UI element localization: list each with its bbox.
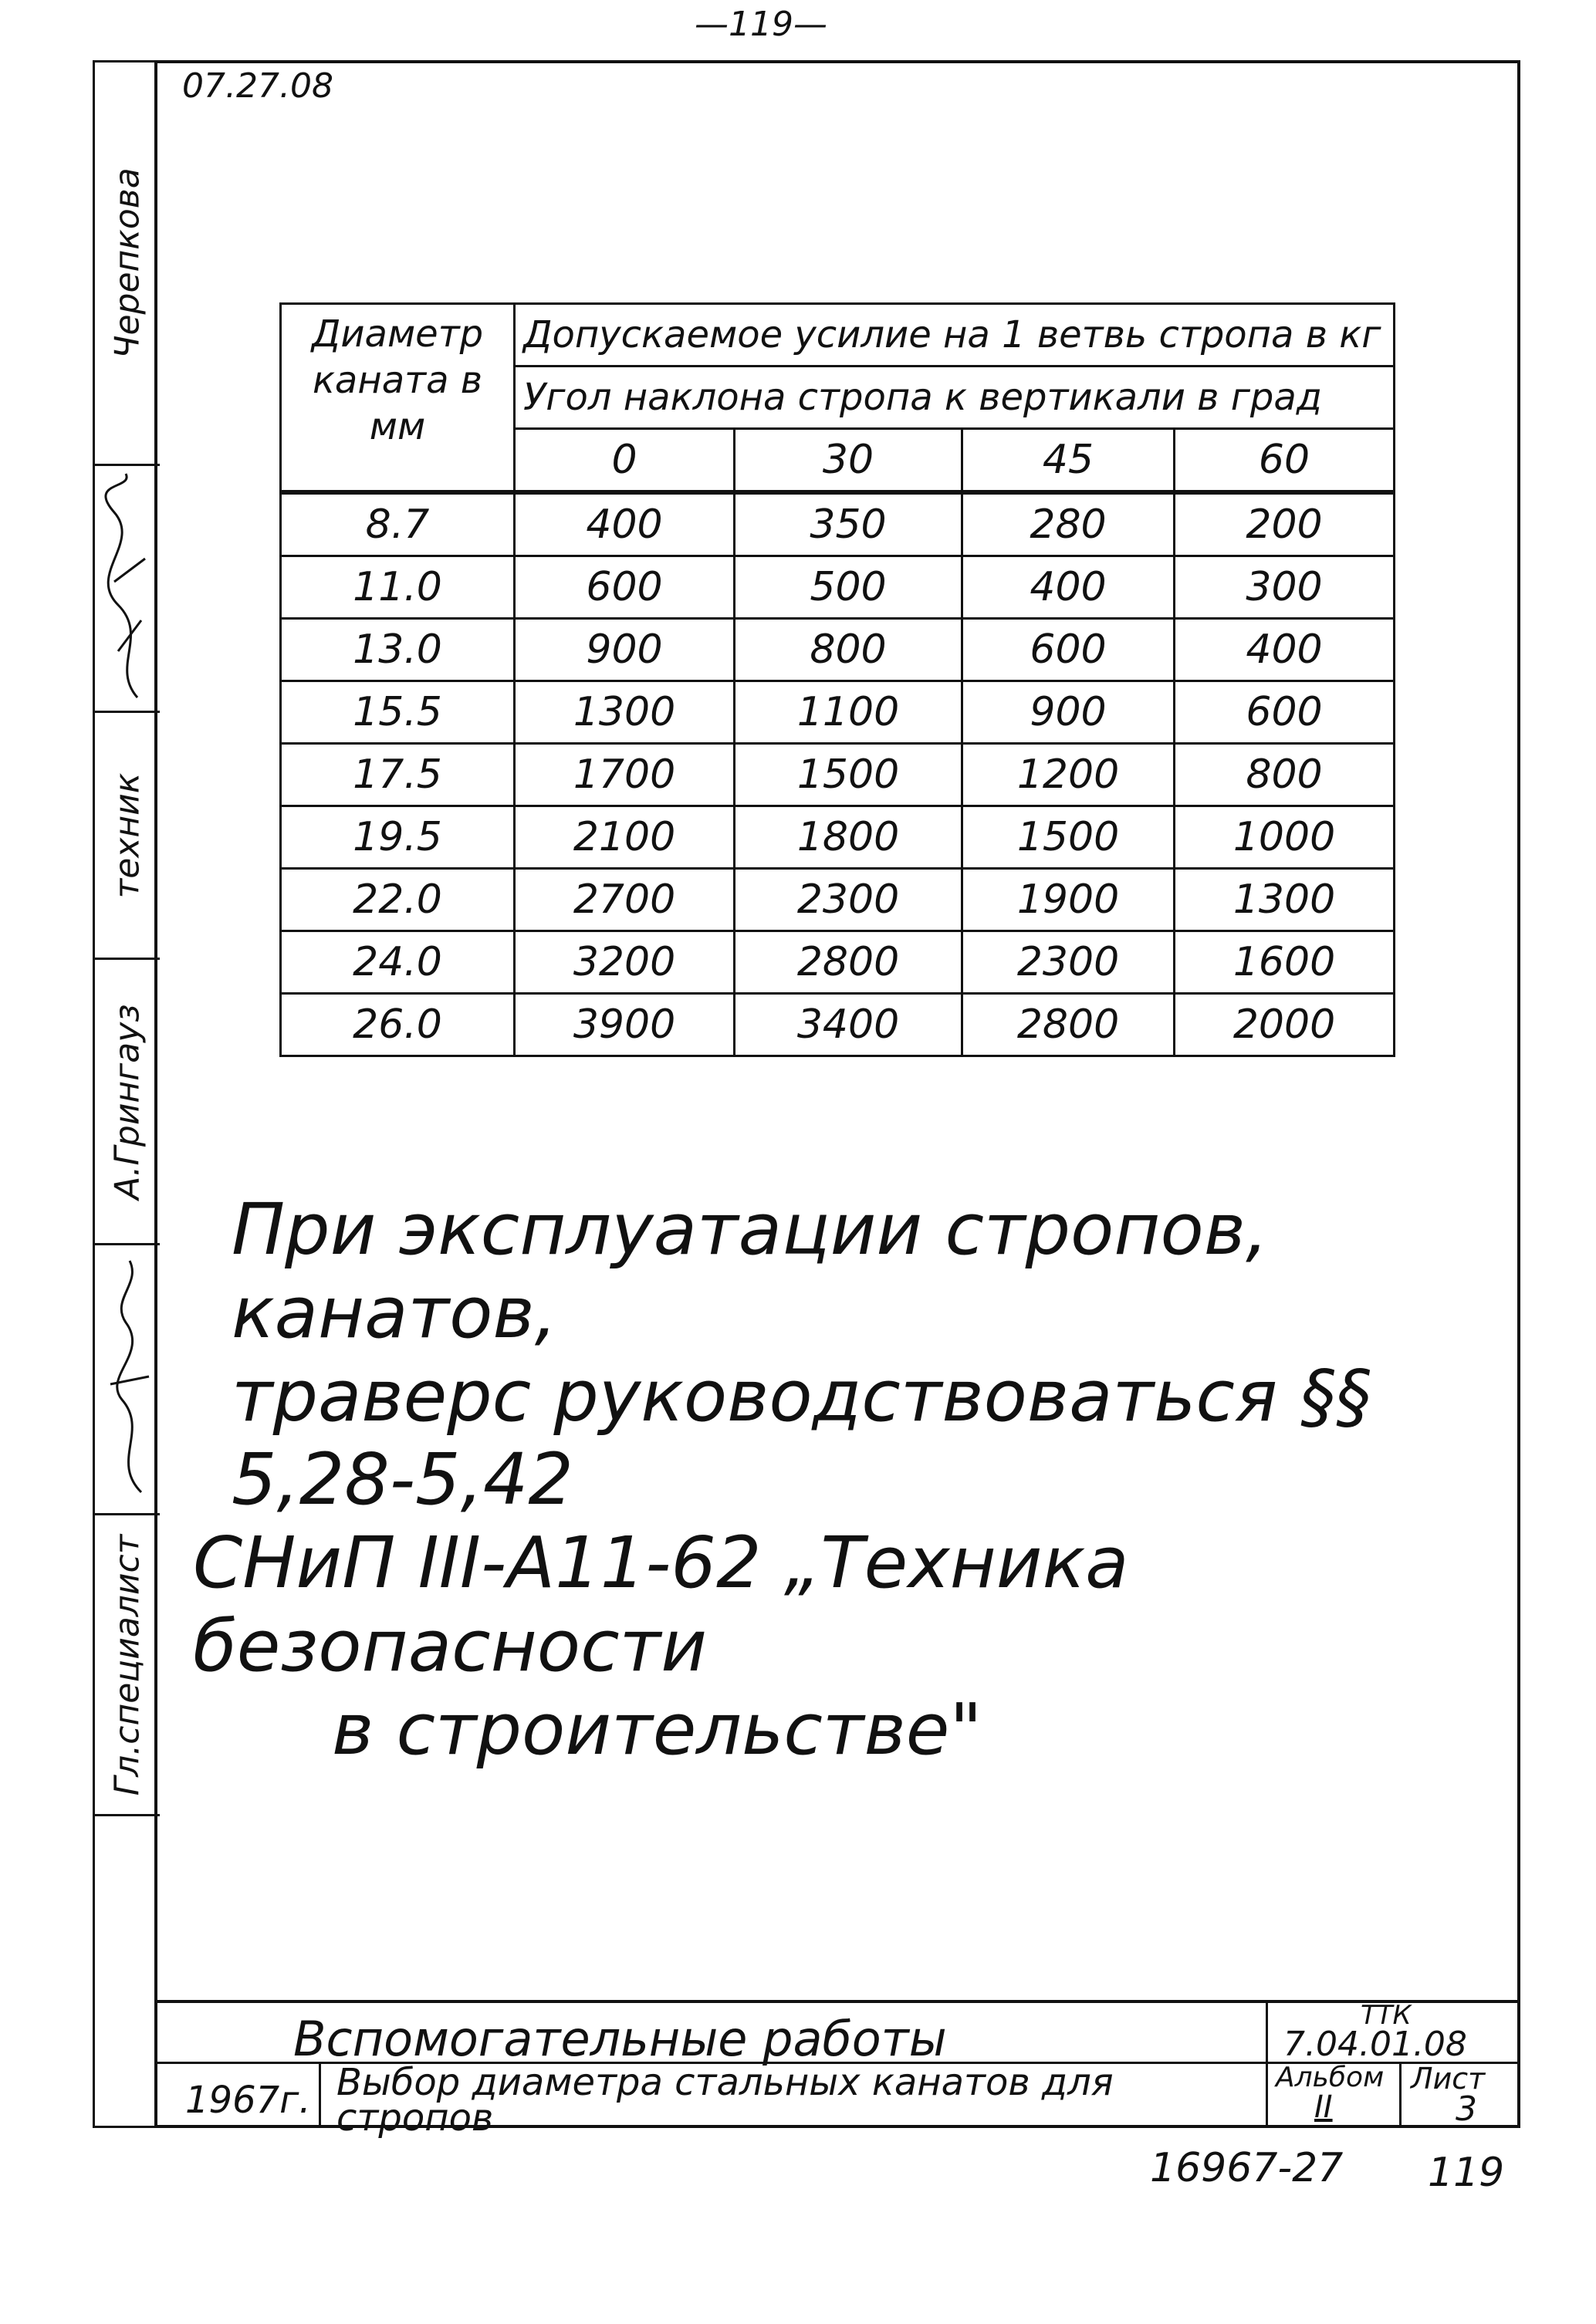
value-cell: 1500	[962, 806, 1175, 869]
album-value: II	[1314, 2089, 1333, 2125]
signature-top	[95, 466, 160, 713]
value-cell: 2100	[515, 806, 735, 869]
value-cell: 3900	[515, 994, 735, 1056]
side-cell-role-specialist	[95, 1513, 160, 1814]
sheet-value: 3	[1456, 2089, 1477, 2129]
date: 07.27.08	[182, 66, 333, 106]
rope-force-table	[279, 302, 1395, 1057]
value-cell: 300	[1175, 556, 1395, 619]
side-cell-empty	[95, 1814, 160, 2130]
table-row	[281, 869, 1395, 931]
value-cell: 500	[735, 556, 962, 619]
value-cell: 600	[962, 619, 1175, 681]
angle-60: 60	[1175, 429, 1395, 493]
value-cell: 280	[962, 492, 1175, 556]
diameter-header: Диаметр каната в мм	[281, 304, 515, 493]
side-cell-signature-top	[95, 464, 160, 711]
value-cell: 800	[1175, 744, 1395, 806]
footer-page: 119	[1428, 2150, 1505, 2196]
value-cell: 1200	[962, 744, 1175, 806]
value-cell: 350	[735, 492, 962, 556]
diameter-cell: 11.0	[281, 556, 515, 619]
value-cell: 1300	[515, 681, 735, 744]
page-number: —119—	[695, 5, 827, 44]
side-role-specialist: Гл.специалист	[107, 1534, 147, 1795]
side-cell-role-technik	[95, 711, 160, 958]
table-row	[281, 619, 1395, 681]
table-row	[281, 556, 1395, 619]
table-row	[281, 931, 1395, 994]
value-cell: 600	[515, 556, 735, 619]
sheet-cell	[1402, 2062, 1517, 2128]
angle-0: 0	[515, 429, 735, 493]
value-cell: 900	[962, 681, 1175, 744]
value-cell: 2000	[1175, 994, 1395, 1056]
side-cell-name-gringauz	[95, 958, 160, 1243]
diameter-cell: 15.5	[281, 681, 515, 744]
note-line-3: СНиП III-А11-62 „Техника безопасности	[193, 1522, 1129, 1687]
side-stamp	[93, 60, 157, 2128]
year-cell	[154, 2062, 321, 2128]
value-cell: 1000	[1175, 806, 1395, 869]
section-title: Вспомогательные работы	[293, 2011, 947, 2067]
ttk-cell	[1266, 2000, 1517, 2064]
note-line-1: При эксплуатации стропов, канатов,	[232, 1188, 1269, 1354]
title-block	[154, 2000, 1520, 2140]
signature-bottom	[95, 1245, 160, 1515]
diameter-cell: 17.5	[281, 744, 515, 806]
safety-note	[193, 1188, 1505, 1772]
diameter-cell: 22.0	[281, 869, 515, 931]
value-cell: 400	[1175, 619, 1395, 681]
side-name-gringauz: А.Грингауз	[107, 1003, 147, 1200]
value-cell: 1300	[1175, 869, 1395, 931]
table-row	[281, 806, 1395, 869]
note-line-2: траверс руководствоваться §§ 5,28-5,42	[232, 1355, 1371, 1521]
value-cell: 600	[1175, 681, 1395, 744]
angle-header: Угол наклона стропа к вертикали в град	[515, 367, 1395, 429]
value-cell: 1700	[515, 744, 735, 806]
side-name-cherepkova: Черепкова	[107, 167, 147, 359]
value-cell: 800	[735, 619, 962, 681]
value-cell: 2300	[962, 931, 1175, 994]
value-cell: 3400	[735, 994, 962, 1056]
diameter-cell: 13.0	[281, 619, 515, 681]
side-cell-name-top	[95, 62, 160, 464]
value-cell: 400	[515, 492, 735, 556]
ttk-label: ТТК	[1361, 2000, 1412, 2031]
value-cell: 1600	[1175, 931, 1395, 994]
value-cell: 2800	[735, 931, 962, 994]
force-header: Допускаемое усилие на 1 ветвь стропа в кг	[515, 304, 1395, 367]
angle-45: 45	[962, 429, 1175, 493]
angle-30: 30	[735, 429, 962, 493]
value-cell: 3200	[515, 931, 735, 994]
sheet-label: Лист	[1411, 2062, 1486, 2096]
side-role-technik: техник	[107, 772, 147, 898]
ttk-code: 7.04.01.08	[1283, 2025, 1467, 2064]
table-row	[281, 492, 1395, 556]
value-cell: 2300	[735, 869, 962, 931]
diameter-cell: 19.5	[281, 806, 515, 869]
subject: Выбор диаметра стальных канатов для стропов	[336, 2061, 1114, 2140]
value-cell: 1800	[735, 806, 962, 869]
table-row	[281, 994, 1395, 1056]
album-label: Альбом	[1276, 2062, 1385, 2093]
doc-number: 16967-27	[1150, 2145, 1344, 2191]
value-cell: 1100	[735, 681, 962, 744]
table-row	[281, 681, 1395, 744]
diameter-cell: 8.7	[281, 492, 515, 556]
value-cell: 2700	[515, 869, 735, 931]
table-row	[281, 744, 1395, 806]
value-cell: 2800	[962, 994, 1175, 1056]
value-cell: 200	[1175, 492, 1395, 556]
side-cell-signature-bottom	[95, 1243, 160, 1513]
value-cell: 1900	[962, 869, 1175, 931]
note-line-4: в строительстве"	[332, 1688, 982, 1771]
value-cell: 900	[515, 619, 735, 681]
value-cell: 1500	[735, 744, 962, 806]
diameter-cell: 24.0	[281, 931, 515, 994]
year: 1967г.	[185, 2079, 311, 2122]
diameter-cell: 26.0	[281, 994, 515, 1056]
album-cell	[1266, 2062, 1402, 2128]
value-cell: 400	[962, 556, 1175, 619]
